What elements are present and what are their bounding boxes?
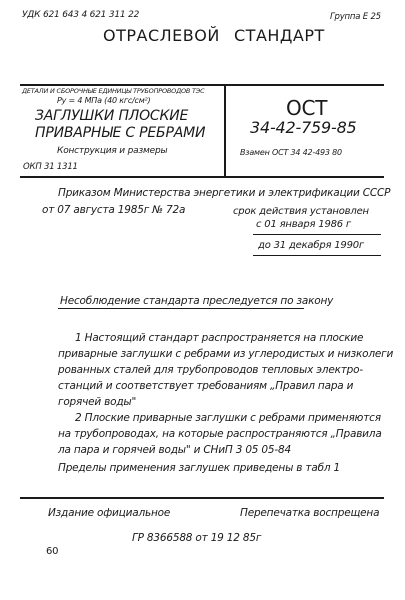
replaces-text: Взамен ОСТ 34 42-493 80	[240, 148, 342, 157]
validity-end: до 31 декабря 1990г	[258, 240, 364, 251]
ost-number: 34-42-759-85	[250, 118, 357, 137]
paragraph-line: приварные заглушки с ребрами из углеродистых и низколеги	[58, 348, 394, 360]
order-date: от 07 августа 1985г № 72а	[42, 204, 186, 216]
title-line1: ЗАГЛУШКИ ПЛОСКИЕ	[35, 108, 189, 124]
paragraph-line: на трубопроводах, на которые распространяются „Правила	[58, 428, 382, 440]
pressure-text: Ру = 4 МПа (40 кгс/см²)	[57, 96, 151, 105]
paragraph-line: ла пара и горячей воды" и СНиП 3 05 05-84	[58, 444, 291, 456]
paragraph-line: 1 Настоящий стандарт распространяется на плоские	[75, 332, 364, 344]
udk-code: УДК 621 643 4 621 311 22	[22, 10, 140, 20]
title-line2: ПРИВАРНЫЕ С РЕБРАМИ	[35, 125, 206, 141]
validity-end-underline	[253, 255, 381, 256]
legal-notice: Несоблюдение стандарта преследуется по закону	[60, 295, 334, 307]
order-line1: Приказом Министерства энергетики и электрификации СССР	[58, 187, 391, 199]
reprint-notice: Перепечатка воспрещена	[240, 507, 380, 519]
validity-underline	[253, 234, 381, 235]
paragraph-line: Пределы применения заглушек приведены в табл 1	[58, 462, 340, 474]
paragraph-line: 2 Плоские приварные заглушки с ребрами применяются	[75, 412, 381, 424]
group-code: Группа Е 25	[330, 12, 381, 22]
standard-heading: СТАНДАРТ	[234, 26, 325, 45]
legal-notice-underline	[58, 308, 304, 309]
paragraph-line: горячей воды"	[58, 396, 137, 408]
paragraph-line: станций и соответствует требованиям „Правил пара и	[58, 380, 354, 392]
title-block-top-border	[20, 84, 384, 86]
validity-label: срок действия установлен	[233, 206, 369, 217]
title-block-divider	[224, 86, 226, 176]
okp-code: ОКП 31 1311	[23, 162, 78, 172]
footer-top-border	[20, 497, 384, 499]
registration-number: ГР 8366588 от 19 12 85г	[132, 532, 262, 544]
ost-label: ОСТ	[286, 96, 328, 120]
category-text: ДЕТАЛИ И СБОРОЧНЫЕ ЕДИНИЦЫ ТРУБОПРОВОДОВ ТЭС	[22, 87, 205, 95]
validity-start: с 01 января 1986 г	[256, 219, 351, 230]
title-block-bottom-border	[20, 176, 384, 178]
page-number: 60	[46, 546, 59, 557]
paragraph-line: рованных сталей для трубопроводов тепловых электро-	[58, 364, 363, 376]
otraslevoy-heading: ОТРАСЛЕВОЙ	[103, 26, 220, 45]
edition-label: Издание официальное	[48, 507, 171, 519]
subtitle-text: Конструкция и размеры	[57, 146, 168, 156]
